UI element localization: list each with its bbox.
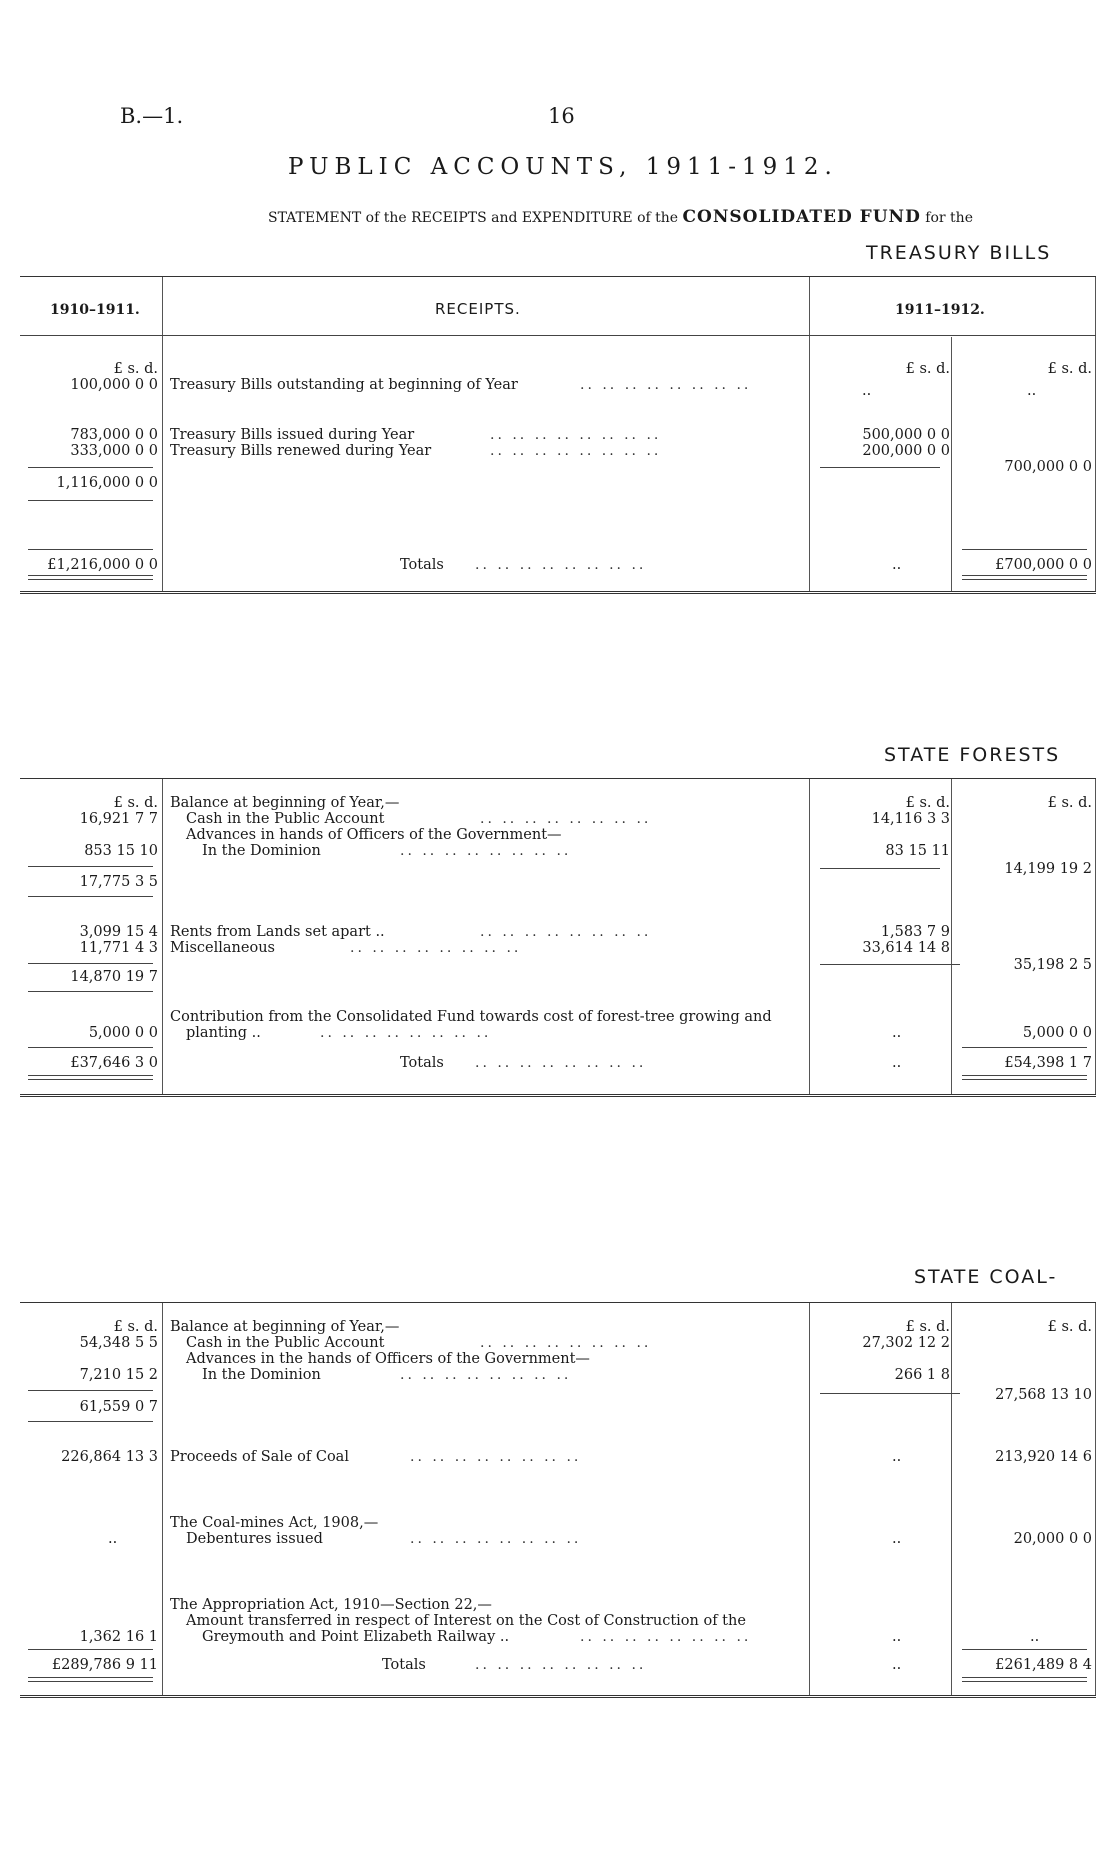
subtotal-prev: 1,116,000 0 0 — [56, 475, 158, 491]
currency-header: £ s. d. — [905, 361, 950, 377]
leader-dots: .. .. .. .. .. .. .. .. — [475, 1055, 647, 1071]
total-rule — [28, 1649, 153, 1650]
totals-label: Totals — [400, 557, 444, 573]
row-description: The Appropriation Act, 1910—Section 22,— — [170, 1597, 492, 1613]
row-description: Balance at beginning of Year,— — [170, 1319, 400, 1335]
leader-dots: .. .. .. .. .. .. .. .. — [410, 1531, 582, 1547]
state-coal-table — [20, 1302, 1096, 1698]
row-description: The Coal-mines Act, 1908,— — [170, 1515, 379, 1531]
subtotal-rule — [28, 467, 153, 468]
totals-label: Totals — [400, 1055, 444, 1071]
amount-total: 5,000 0 0 — [1022, 1025, 1092, 1041]
currency-header: £ s. d. — [113, 1319, 158, 1335]
total-current: .. — [892, 1055, 902, 1071]
subtotal-current: 35,198 2 5 — [1013, 957, 1092, 973]
statement-heading — [268, 207, 973, 227]
section-title-state-coal: STATE COAL- — [914, 1266, 1058, 1288]
leader-dots: .. .. .. .. .. .. .. .. — [475, 1657, 647, 1673]
leader-dots: .. .. .. .. .. .. .. .. — [480, 924, 652, 940]
row-description: Greymouth and Point Elizabeth Railway .. — [202, 1629, 510, 1645]
page-title: PUBLIC ACCOUNTS, 1911-1912. — [288, 154, 838, 180]
currency-header: £ s. d. — [1047, 795, 1092, 811]
total-rule — [962, 1649, 1087, 1650]
row-description: In the Dominion — [202, 1367, 321, 1383]
amount-current: 27,302 12 2 — [862, 1335, 950, 1351]
amount-prev: 11,771 4 3 — [79, 940, 158, 956]
series-label: B.—1. — [120, 104, 184, 128]
row-description: Advances in hands of Officers of the Government— — [186, 827, 562, 843]
amount-current: 1,583 7 9 — [880, 924, 950, 940]
total-double-rule — [962, 1677, 1087, 1682]
total-prev: £1,216,000 0 0 — [47, 557, 158, 573]
currency-header: £ s. d. — [905, 795, 950, 811]
amount-total: 213,920 14 6 — [995, 1449, 1092, 1465]
subtotal-rule — [28, 500, 153, 501]
row-description: Advances in the hands of Officers of the Government— — [186, 1351, 590, 1367]
leader-dots: .. .. .. .. .. .. .. .. — [490, 443, 662, 459]
col-header-receipts: RECEIPTS. — [435, 300, 521, 318]
statement-suffix: for the — [925, 210, 973, 226]
subtotal-rule — [820, 467, 940, 468]
total-overall: £261,489 8 4 — [995, 1657, 1092, 1673]
leader-dots: .. .. .. .. .. .. .. .. — [410, 1449, 582, 1465]
column-rule — [162, 277, 163, 591]
row-description: Cash in the Public Account — [186, 1335, 385, 1351]
total-double-rule — [28, 575, 153, 580]
subtotal-prev: 61,559 0 7 — [79, 1399, 158, 1415]
amount-current: .. — [892, 1629, 902, 1645]
row-description: In the Dominion — [202, 843, 321, 859]
leader-dots: .. .. .. .. .. .. .. .. — [490, 427, 662, 443]
subtotal-rule — [820, 868, 940, 869]
amount-current: 266 1 8 — [894, 1367, 950, 1383]
amount-prev: 16,921 7 7 — [79, 811, 158, 827]
total-prev: £37,646 3 0 — [70, 1055, 158, 1071]
subtotal-current: 700,000 0 0 — [1004, 459, 1092, 475]
amount-prev: 226,864 13 3 — [61, 1449, 158, 1465]
section-title-state-forests: STATE FORESTS — [884, 744, 1061, 766]
amount-prev: 100,000 0 0 — [70, 377, 158, 393]
column-rule — [951, 1303, 952, 1695]
amount-prev: 7,210 15 2 — [79, 1367, 158, 1383]
total-prev: £289,786 9 11 — [51, 1657, 158, 1673]
subtotal-rule — [28, 1390, 153, 1391]
currency-header: £ s. d. — [905, 1319, 950, 1335]
row-description: Contribution from the Consolidated Fund towards cost of forest-tree growing and — [170, 1009, 772, 1025]
page-number: 16 — [548, 104, 575, 128]
leader-dots: .. .. .. .. .. .. .. .. — [320, 1025, 492, 1041]
totals-label: Totals — [382, 1657, 426, 1673]
header-rule — [20, 335, 1096, 336]
total-double-rule — [962, 575, 1087, 580]
statement-prefix: STATEMENT of the RECEIPTS and EXPENDITURE of the — [268, 210, 679, 226]
leader-dots: .. .. .. .. .. .. .. .. — [580, 1629, 752, 1645]
column-rule — [1095, 779, 1096, 1094]
state-forests-table — [20, 778, 1096, 1097]
subtotal-rule — [28, 896, 153, 897]
currency-header: £ s. d. — [113, 361, 158, 377]
total-overall: £54,398 1 7 — [1004, 1055, 1092, 1071]
column-rule — [1095, 1303, 1096, 1695]
subtotal-current: 14,199 19 2 — [1004, 861, 1092, 877]
amount-current: .. — [892, 1449, 902, 1465]
subtotal-prev: 14,870 19 7 — [70, 969, 158, 985]
subtotal-prev: 17,775 3 5 — [79, 874, 158, 890]
subtotal-rule — [28, 963, 153, 964]
leader-dots: .. .. .. .. .. .. .. .. — [475, 557, 647, 573]
subtotal-rule — [28, 991, 153, 992]
total-rule — [28, 549, 153, 550]
row-description: Cash in the Public Account — [186, 811, 385, 827]
amount-prev: 333,000 0 0 — [70, 443, 158, 459]
row-description: Amount transferred in respect of Interest on the Cost of Construction of the — [186, 1613, 746, 1629]
row-description: Treasury Bills renewed during Year — [170, 443, 432, 459]
amount-prev: 853 15 10 — [84, 843, 158, 859]
fund-name: CONSOLIDATED FUND — [682, 207, 921, 227]
amount-current: 33,614 14 8 — [862, 940, 950, 956]
column-rule — [809, 1303, 810, 1695]
column-rule — [951, 779, 952, 1094]
total-rule — [962, 1047, 1087, 1048]
row-description: Proceeds of Sale of Coal — [170, 1449, 349, 1465]
total-double-rule — [28, 1075, 153, 1080]
amount-prev: .. — [108, 1531, 118, 1547]
total-double-rule — [962, 1075, 1087, 1080]
row-description: Miscellaneous — [170, 940, 275, 956]
amount-total: 20,000 0 0 — [1013, 1531, 1092, 1547]
amount-prev: 54,348 5 5 — [79, 1335, 158, 1351]
column-rule — [951, 337, 952, 591]
currency-header: £ s. d. — [113, 795, 158, 811]
row-description: Debentures issued — [186, 1531, 323, 1547]
total-current: .. — [892, 557, 902, 573]
total-current: .. — [892, 1657, 902, 1673]
amount-current: 83 15 11 — [885, 843, 950, 859]
total-double-rule — [28, 1677, 153, 1682]
col-header-1910: 1910–1911. — [50, 302, 140, 318]
total-rule — [962, 549, 1087, 550]
amount-current: .. — [862, 383, 872, 399]
amount-prev: 5,000 0 0 — [88, 1025, 158, 1041]
currency-header: £ s. d. — [1047, 1319, 1092, 1335]
amount-total: .. — [1027, 383, 1037, 399]
row-description: Treasury Bills outstanding at beginning of Year — [170, 377, 518, 393]
amount-prev: 1,362 16 1 — [79, 1629, 158, 1645]
row-description: planting .. — [186, 1025, 261, 1041]
amount-current: 14,116 3 3 — [871, 811, 950, 827]
leader-dots: .. .. .. .. .. .. .. .. — [480, 811, 652, 827]
amount-current: .. — [892, 1025, 902, 1041]
column-rule — [809, 277, 810, 591]
column-rule — [162, 779, 163, 1094]
amount-prev: 783,000 0 0 — [70, 427, 158, 443]
currency-header: £ s. d. — [1047, 361, 1092, 377]
leader-dots: .. .. .. .. .. .. .. .. — [580, 377, 752, 393]
leader-dots: .. .. .. .. .. .. .. .. — [350, 940, 522, 956]
leader-dots: .. .. .. .. .. .. .. .. — [400, 843, 572, 859]
column-rule — [162, 1303, 163, 1695]
subtotal-rule — [820, 1393, 960, 1394]
amount-current: .. — [892, 1531, 902, 1547]
amount-total: .. — [1030, 1629, 1040, 1645]
section-title-treasury-bills: TREASURY BILLS — [866, 242, 1052, 264]
row-description: Treasury Bills issued during Year — [170, 427, 415, 443]
subtotal-current: 27,568 13 10 — [995, 1387, 1092, 1403]
col-header-1911: 1911–1912. — [895, 302, 985, 318]
column-rule — [1095, 277, 1096, 591]
row-description: Balance at beginning of Year,— — [170, 795, 400, 811]
amount-current: 500,000 0 0 — [862, 427, 950, 443]
amount-current: 200,000 0 0 — [862, 443, 950, 459]
amount-prev: 3,099 15 4 — [79, 924, 158, 940]
leader-dots: .. .. .. .. .. .. .. .. — [400, 1367, 572, 1383]
total-overall: £700,000 0 0 — [995, 557, 1092, 573]
column-rule — [809, 779, 810, 1094]
leader-dots: .. .. .. .. .. .. .. .. — [480, 1335, 652, 1351]
total-rule — [28, 1047, 153, 1048]
subtotal-rule — [28, 1421, 153, 1422]
subtotal-rule — [28, 866, 153, 867]
subtotal-rule — [820, 964, 960, 965]
row-description: Rents from Lands set apart .. — [170, 924, 385, 940]
treasury-bills-table — [20, 276, 1096, 594]
